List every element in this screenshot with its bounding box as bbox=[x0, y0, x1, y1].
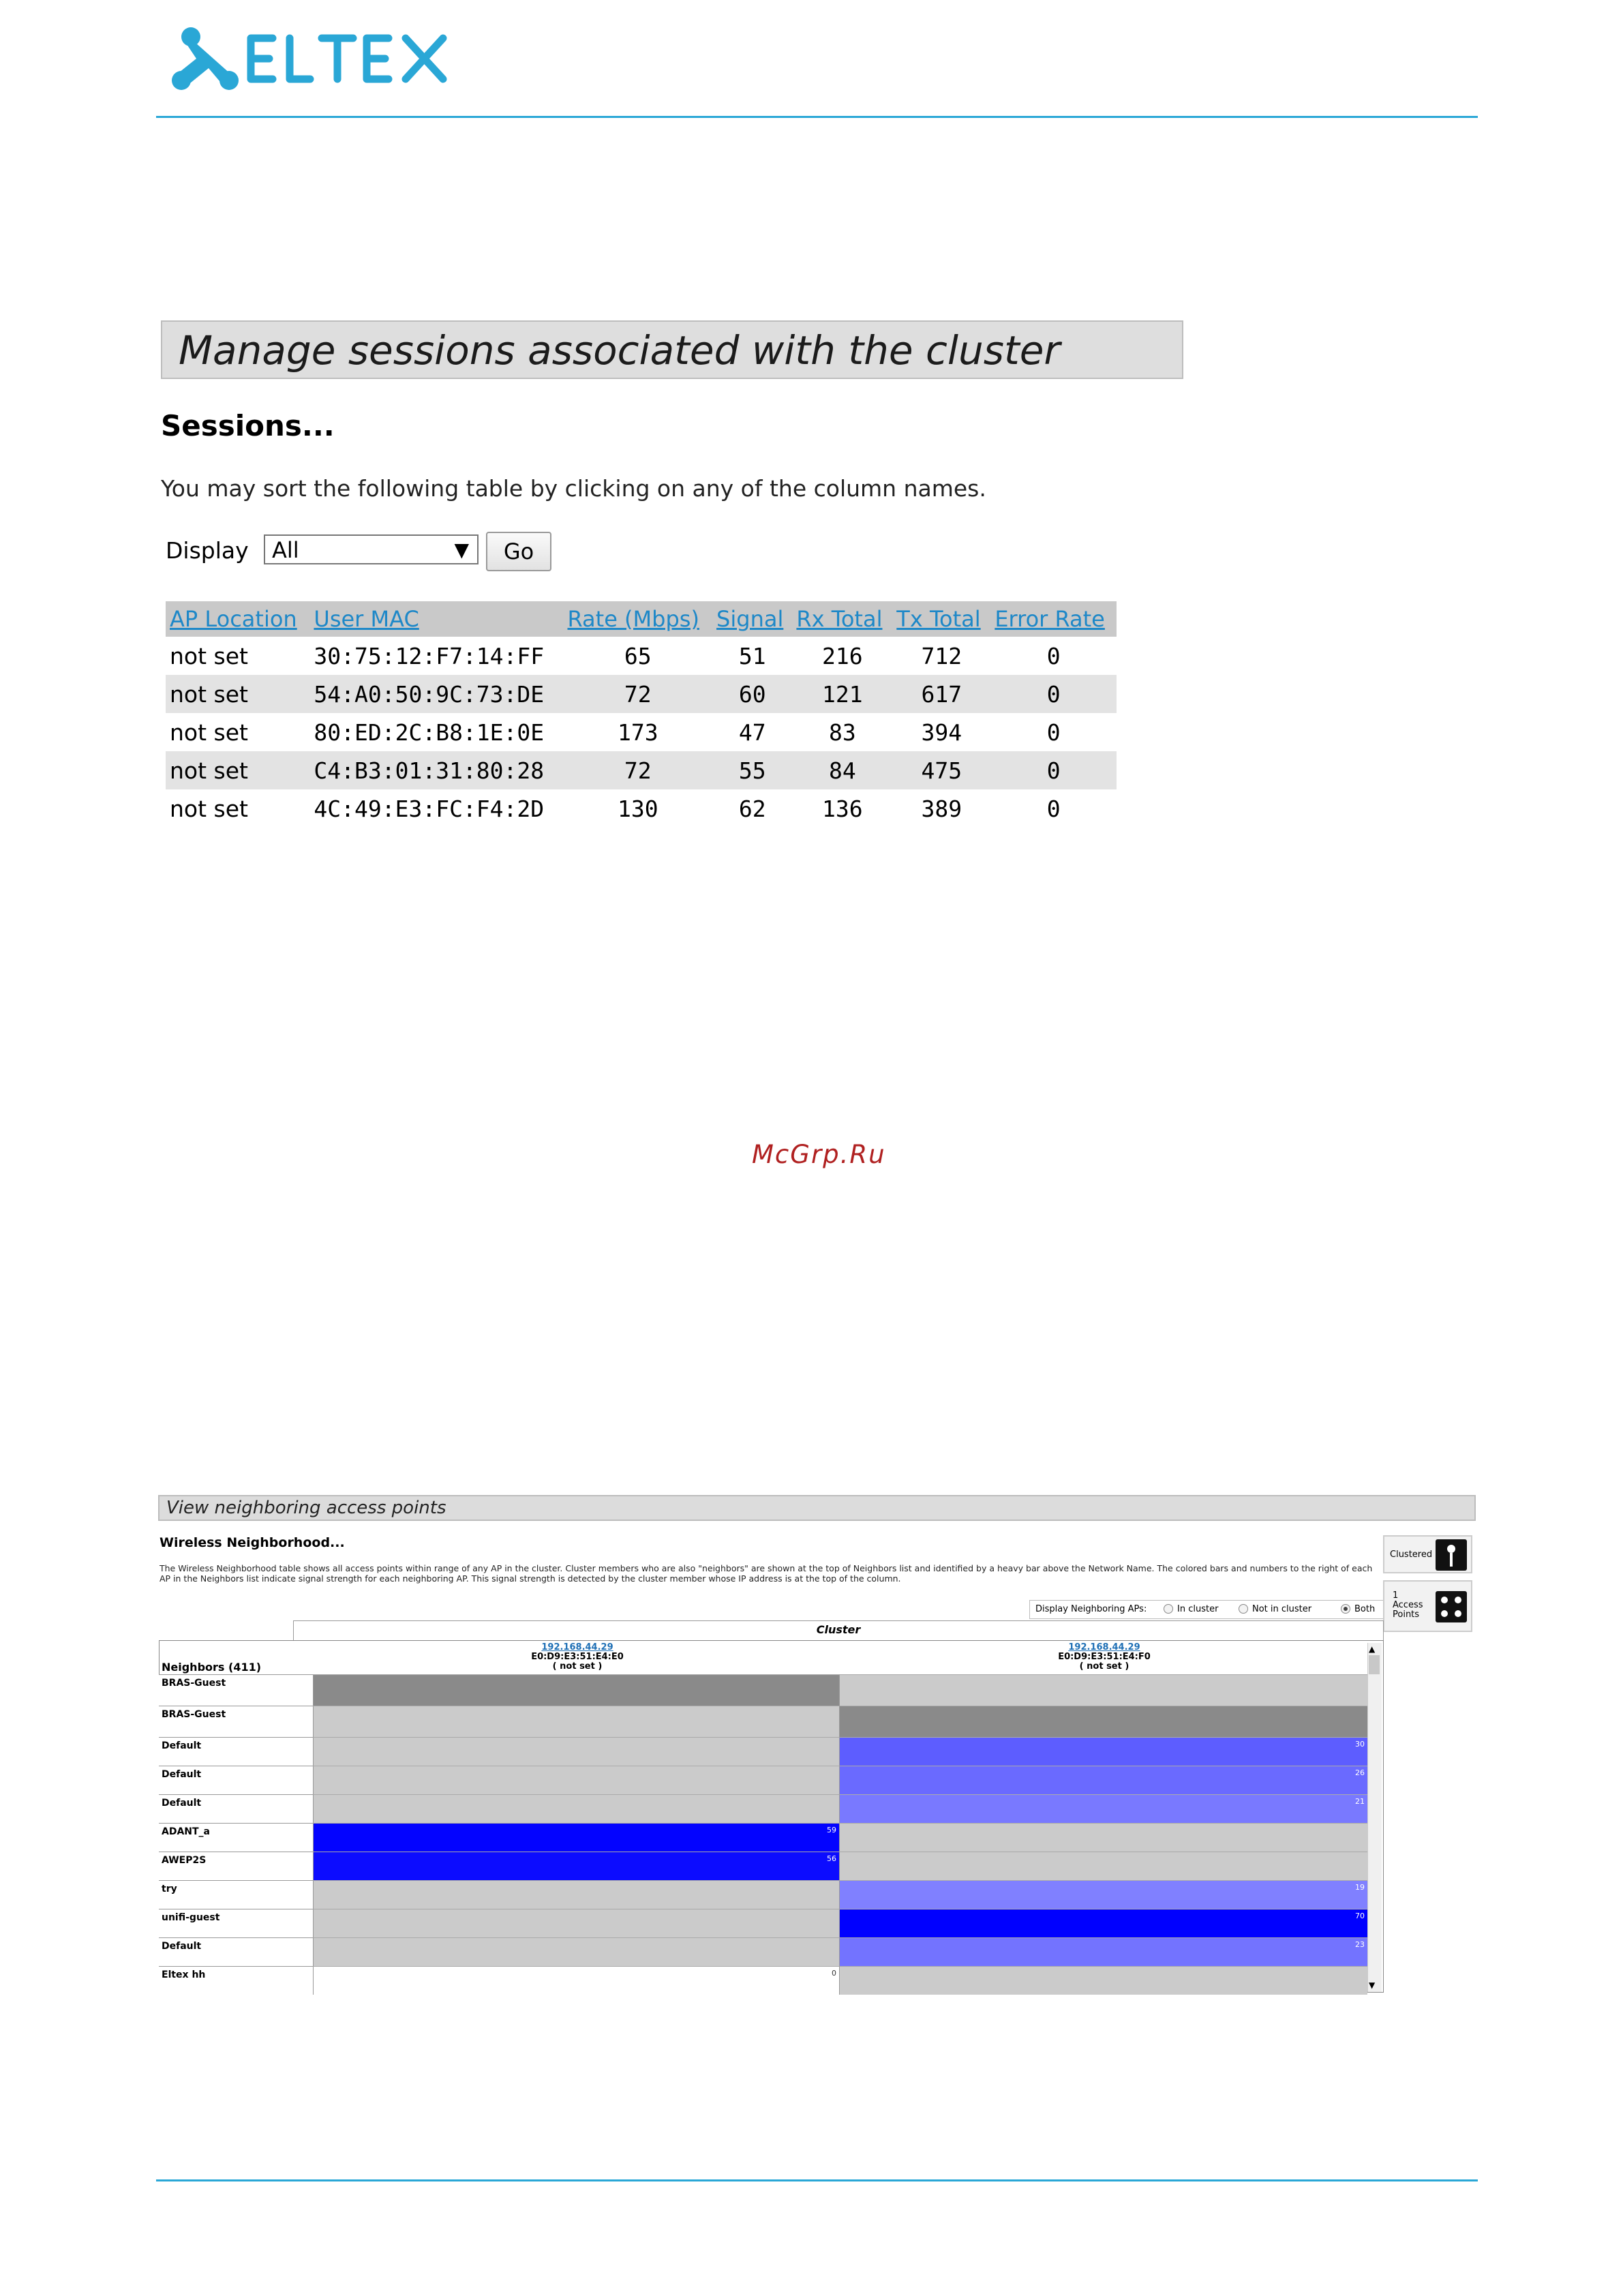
column-header[interactable] bbox=[712, 601, 792, 637]
ap-mac: E0:D9:E3:51:E4:E0 bbox=[531, 1652, 624, 1662]
sessions-table bbox=[166, 601, 1117, 828]
empty-cell bbox=[839, 1966, 1367, 1995]
table-cell: 65 bbox=[624, 642, 652, 669]
table-cell: 4C:49:E3:FC:F4:2D bbox=[314, 795, 545, 822]
ap-ip-link[interactable]: 192.168.44.29 bbox=[541, 1642, 613, 1652]
network-name: Default bbox=[159, 1794, 313, 1823]
cluster-label: Cluster bbox=[816, 1623, 861, 1636]
neighbor-row bbox=[159, 1737, 1367, 1766]
signal-value: 23 bbox=[1355, 1940, 1365, 1949]
filter-both-label: Both bbox=[1354, 1604, 1376, 1614]
table-cell: 0 bbox=[1046, 795, 1061, 822]
filter-in-cluster-radio[interactable] bbox=[1164, 1604, 1173, 1614]
neighborhood-title-bar bbox=[158, 1495, 1476, 1521]
table-cell: 0 bbox=[990, 675, 1117, 713]
network-name: unifi-guest bbox=[159, 1909, 313, 1937]
network-name: Eltex hh bbox=[159, 1966, 313, 1995]
network-name: Default bbox=[159, 1766, 313, 1794]
table-cell: 51 bbox=[738, 642, 766, 669]
empty-cell bbox=[839, 1674, 1367, 1706]
filter-label: Display Neighboring APs: bbox=[1035, 1604, 1147, 1614]
table-row bbox=[166, 675, 1117, 713]
empty-cell bbox=[313, 1880, 839, 1909]
signal-value: 19 bbox=[1355, 1883, 1365, 1892]
empty-cell bbox=[313, 1937, 839, 1966]
neighbor-row bbox=[159, 1706, 1367, 1737]
table-cell: 216 bbox=[822, 642, 863, 669]
empty-cell bbox=[313, 1794, 839, 1823]
sessions-title-bar bbox=[161, 320, 1183, 379]
antenna-icon bbox=[1436, 1539, 1467, 1571]
column-header-link[interactable]: Tx Total bbox=[896, 606, 981, 632]
table-cell: 47 bbox=[738, 719, 766, 746]
signal-bar bbox=[313, 1823, 839, 1852]
table-cell: 617 bbox=[892, 675, 990, 713]
ap-mac: E0:D9:E3:51:E4:F0 bbox=[1058, 1652, 1151, 1662]
neighborhood-heading: Wireless Neighborhood... bbox=[160, 1535, 345, 1550]
cluster-member-bar bbox=[839, 1706, 1367, 1737]
column-header-link[interactable]: Rx Total bbox=[796, 606, 883, 632]
signal-bar bbox=[839, 1794, 1367, 1823]
table-cell: 136 bbox=[822, 795, 863, 822]
table-cell: not set bbox=[170, 795, 248, 822]
signal-value: 70 bbox=[1355, 1912, 1365, 1920]
watermark: McGrp.Ru bbox=[752, 1140, 886, 1169]
ap-column-header bbox=[934, 1643, 1275, 1672]
signal-bar bbox=[839, 1909, 1367, 1937]
signal-value: 56 bbox=[827, 1854, 836, 1863]
cluster-member-bar bbox=[313, 1674, 839, 1706]
filter-both-radio[interactable] bbox=[1341, 1604, 1350, 1614]
network-name: Default bbox=[159, 1937, 313, 1966]
column-header-link[interactable]: AP Location bbox=[170, 606, 297, 632]
table-cell: 475 bbox=[892, 751, 990, 789]
go-button[interactable]: Go bbox=[486, 532, 551, 571]
table-cell: not set bbox=[170, 642, 248, 669]
network-name: BRAS-Guest bbox=[159, 1674, 313, 1706]
signal-value: 26 bbox=[1355, 1768, 1365, 1777]
column-header[interactable] bbox=[309, 601, 563, 637]
signal-value: 21 bbox=[1355, 1797, 1365, 1806]
table-cell: 84 bbox=[792, 751, 892, 789]
column-header[interactable] bbox=[166, 601, 309, 637]
filter-in-cluster-label: In cluster bbox=[1177, 1604, 1219, 1614]
neighborhood-page-title: View neighboring access points bbox=[166, 1498, 446, 1518]
signal-value: 30 bbox=[1355, 1740, 1365, 1749]
signal-bar bbox=[839, 1937, 1367, 1966]
table-cell: 0 bbox=[1046, 642, 1061, 669]
neighbor-row bbox=[159, 1823, 1367, 1852]
table-row bbox=[166, 751, 1117, 789]
neighbor-row bbox=[159, 1880, 1367, 1909]
table-cell: 30:75:12:F7:14:FF bbox=[314, 642, 545, 669]
sessions-description: You may sort the following table by clicking on any of the column names. bbox=[161, 475, 986, 502]
empty-cell bbox=[313, 1766, 839, 1794]
table-cell: 72 bbox=[564, 675, 713, 713]
ap-column-header bbox=[407, 1643, 748, 1672]
clustered-label: Clustered bbox=[1390, 1550, 1433, 1560]
table-cell: 72 bbox=[564, 751, 713, 789]
access-points-icon bbox=[1436, 1591, 1467, 1622]
table-cell: not set bbox=[166, 751, 309, 789]
column-header-link[interactable]: User MAC bbox=[314, 606, 419, 632]
empty-cell bbox=[839, 1852, 1367, 1880]
neighbor-row bbox=[159, 1909, 1367, 1937]
neighbors-count-label: Neighbors (411) bbox=[162, 1661, 262, 1674]
table-cell: C4:B3:01:31:80:28 bbox=[309, 751, 563, 789]
clustered-view-button[interactable] bbox=[1383, 1535, 1472, 1573]
signal-bar bbox=[839, 1737, 1367, 1766]
empty-cell bbox=[313, 1706, 839, 1737]
signal-value: 0 bbox=[832, 1969, 836, 1978]
neighbor-row bbox=[159, 1966, 1367, 1995]
table-cell: 54:A0:50:9C:73:DE bbox=[309, 675, 563, 713]
empty-cell bbox=[313, 1737, 839, 1766]
column-header-link[interactable]: Error Rate bbox=[995, 606, 1105, 632]
signal-bar bbox=[313, 1852, 839, 1880]
column-header[interactable] bbox=[564, 601, 713, 637]
neighbor-filter bbox=[1029, 1600, 1384, 1619]
table-cell: 0 bbox=[1046, 719, 1061, 746]
column-header-link[interactable]: Rate (Mbps) bbox=[567, 606, 699, 632]
neighbor-row bbox=[159, 1794, 1367, 1823]
table-cell: 389 bbox=[921, 795, 962, 822]
filter-not-in-cluster-radio[interactable] bbox=[1239, 1604, 1248, 1614]
filter-not-in-cluster-label: Not in cluster bbox=[1252, 1604, 1312, 1614]
scroll-down-icon[interactable]: ▼ bbox=[1369, 1980, 1376, 1990]
column-header-link[interactable]: Signal bbox=[716, 606, 784, 632]
table-cell: 394 bbox=[921, 719, 962, 746]
network-name: ADANT_a bbox=[159, 1823, 313, 1852]
table-cell: 55 bbox=[712, 751, 792, 789]
table-cell: 0 bbox=[990, 751, 1117, 789]
table-cell: 712 bbox=[921, 642, 962, 669]
ap-ip-link[interactable]: 192.168.44.29 bbox=[1068, 1642, 1140, 1652]
signal-bar bbox=[313, 1966, 839, 1995]
neighborhood-description: The Wireless Neighborhood table shows all access points within range of any AP in the cluster. Cluster members who are also "neighbors" are shown at the top of Neighbors list and identified by a heavy bar above the Network Name. The colored bars and numbers to the right of each AP in the Neighbors list indicate signal strength for each neighboring AP. This signal strength is detected by the cluster member whose IP address is at the top of the column. bbox=[160, 1563, 1373, 1584]
neighbor-row bbox=[159, 1766, 1367, 1794]
eltex-logo bbox=[170, 25, 470, 93]
table-cell: 130 bbox=[617, 795, 658, 822]
network-name: BRAS-Guest bbox=[159, 1706, 313, 1737]
sessions-page-title: Manage sessions associated with the cluster bbox=[179, 327, 1061, 374]
neighbor-scrollbar[interactable] bbox=[1367, 1643, 1382, 1992]
empty-cell bbox=[839, 1823, 1367, 1852]
signal-bar bbox=[839, 1766, 1367, 1794]
table-cell: 173 bbox=[617, 719, 658, 746]
signal-value: 59 bbox=[827, 1826, 836, 1834]
network-name: try bbox=[159, 1880, 313, 1909]
table-row bbox=[166, 713, 1117, 751]
dropdown-arrow-icon: ▼ bbox=[454, 539, 469, 561]
neighbor-row bbox=[159, 1937, 1367, 1966]
ap-location: ( not set ) bbox=[1079, 1661, 1129, 1672]
table-cell: 121 bbox=[792, 675, 892, 713]
table-cell: not set bbox=[166, 675, 309, 713]
access-points-view-button[interactable] bbox=[1383, 1580, 1472, 1632]
display-select[interactable] bbox=[264, 534, 479, 564]
header-rule bbox=[156, 116, 1478, 118]
signal-bar bbox=[839, 1880, 1367, 1909]
column-header[interactable] bbox=[892, 601, 990, 637]
column-header[interactable] bbox=[990, 601, 1117, 637]
display-label: Display bbox=[166, 537, 249, 564]
footer-rule bbox=[156, 2179, 1478, 2181]
neighbor-row bbox=[159, 1674, 1367, 1706]
column-header[interactable] bbox=[792, 601, 892, 637]
table-cell: not set bbox=[170, 719, 248, 746]
table-cell: 80:ED:2C:B8:1E:0E bbox=[314, 719, 545, 746]
empty-cell bbox=[313, 1909, 839, 1937]
table-row bbox=[166, 637, 1117, 675]
table-row bbox=[166, 789, 1117, 828]
scroll-up-icon[interactable]: ▲ bbox=[1369, 1644, 1376, 1654]
neighbor-row bbox=[159, 1852, 1367, 1880]
network-name: AWEP2S bbox=[159, 1852, 313, 1880]
sessions-heading: Sessions... bbox=[161, 409, 335, 442]
ap-location: ( not set ) bbox=[552, 1661, 603, 1672]
network-name: Default bbox=[159, 1737, 313, 1766]
scrollbar-thumb[interactable] bbox=[1369, 1655, 1380, 1674]
table-cell: 60 bbox=[712, 675, 792, 713]
access-points-label: 1 Access Points bbox=[1393, 1590, 1423, 1620]
display-select-value: All bbox=[272, 537, 299, 563]
table-cell: 83 bbox=[828, 719, 856, 746]
table-cell: 62 bbox=[738, 795, 766, 822]
